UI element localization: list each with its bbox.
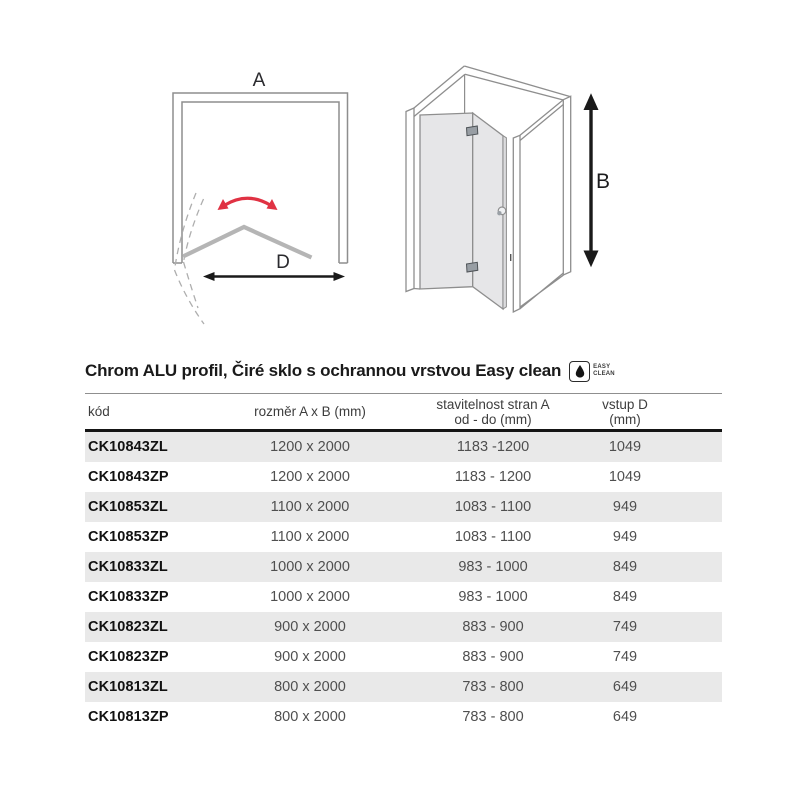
dimension-label-a: A — [252, 70, 266, 91]
technical-diagrams — [0, 0, 800, 356]
cell-adjust: 1183 - 1200 — [454, 469, 532, 485]
cell-entry: 1049 — [608, 469, 642, 485]
header-entry-line2: (mm) — [609, 411, 641, 427]
cell-entry: 749 — [612, 649, 638, 665]
swing-arrow-icon — [218, 198, 278, 210]
cell-code: CK10813ZP — [88, 709, 169, 725]
section-title-row — [85, 358, 745, 384]
cell-code: CK10843ZL — [88, 439, 168, 455]
cell-code: CK10823ZL — [88, 619, 168, 635]
cell-adjust: 783 - 800 — [462, 679, 524, 695]
cell-entry: 749 — [612, 619, 638, 635]
table-row — [85, 582, 722, 612]
hinge-top-icon — [467, 126, 478, 136]
header-adjustability-line1: stavitelnost stran A — [436, 396, 550, 412]
cell-size: 1100 x 2000 — [270, 529, 350, 545]
cell-size: 1000 x 2000 — [270, 589, 350, 605]
table-row — [85, 492, 722, 522]
left-wall-top-edges — [414, 66, 465, 117]
table-row — [85, 672, 722, 702]
frame-outer-line — [173, 93, 348, 263]
header-size: rozměr A x B (mm) — [254, 404, 366, 419]
cell-entry: 949 — [612, 499, 638, 515]
table-row — [85, 612, 722, 642]
table-row — [85, 432, 722, 462]
table-row — [85, 462, 722, 492]
left-bottom-edge — [414, 289, 420, 290]
cell-size: 900 x 2000 — [274, 619, 346, 635]
fixed-glass-panel — [420, 113, 473, 289]
cell-size: 800 x 2000 — [274, 709, 346, 725]
header-entry — [591, 397, 659, 427]
door-knob-shadow — [497, 211, 501, 215]
cell-code: CK10823ZP — [88, 649, 169, 665]
perspective-diagram — [406, 66, 610, 312]
cell-adjust: 1083 - 1100 — [454, 499, 532, 515]
cell-code: CK10843ZP — [88, 469, 169, 485]
cell-adjust: 883 - 900 — [462, 619, 524, 635]
cell-code: CK10813ZL — [88, 679, 168, 695]
cell-size: 1200 x 2000 — [270, 469, 350, 485]
shower-door-diagrams-svg — [0, 0, 800, 356]
badge-text-line1: EASY — [593, 364, 611, 370]
header-adjustability-line2: od - do (mm) — [454, 411, 532, 427]
cell-adjust: 1183 -1200 — [456, 439, 530, 455]
spec-table — [85, 393, 722, 732]
easy-clean-badge-text — [593, 364, 615, 378]
hinge-bottom-icon — [467, 262, 478, 272]
header-entry-line1: vstup D — [602, 396, 648, 412]
back-wall-top-edges — [464, 66, 570, 100]
cell-entry: 849 — [612, 589, 638, 605]
cell-code: CK10853ZP — [88, 529, 169, 545]
dimension-label-d: D — [276, 252, 290, 273]
cell-size: 1100 x 2000 — [270, 499, 350, 515]
cell-size: 1000 x 2000 — [270, 559, 350, 575]
cell-adjust: 783 - 800 — [462, 709, 524, 725]
right-wall-top-rails — [520, 100, 563, 141]
cell-code: CK10833ZP — [88, 589, 169, 605]
cell-adjust: 883 - 900 — [462, 649, 524, 665]
header-code: kód — [88, 404, 110, 419]
back-right-post — [563, 96, 570, 275]
cell-adjust: 983 - 1000 — [458, 559, 528, 575]
page-title: Chrom ALU profil, Čiré sklo s ochrannou vrstvou Easy clean — [85, 361, 562, 380]
header-adjustability — [395, 397, 591, 427]
table-row — [85, 702, 722, 732]
cell-code: CK10853ZL — [88, 499, 168, 515]
door-edge — [503, 136, 506, 309]
badge-text-line2: CLEAN — [593, 371, 615, 377]
cell-adjust: 983 - 1000 — [458, 589, 528, 605]
frame-inner-line — [182, 102, 339, 263]
table-row — [85, 642, 722, 672]
dimension-label-b: B — [596, 170, 611, 193]
front-right-post — [513, 135, 520, 312]
folded-door-line — [183, 227, 312, 258]
cell-adjust: 1083 - 1100 — [454, 529, 532, 545]
cell-entry: 949 — [612, 529, 638, 545]
easy-clean-badge — [569, 361, 590, 382]
table-header-row — [85, 394, 722, 432]
droplet-icon — [575, 365, 585, 378]
top-view-diagram — [173, 70, 348, 324]
dimension-arrow-d — [203, 272, 345, 281]
table-row — [85, 552, 722, 582]
cell-size: 1200 x 2000 — [270, 439, 350, 455]
cell-code: CK10833ZL — [88, 559, 168, 575]
left-wall-post — [406, 108, 414, 292]
cell-size: 800 x 2000 — [274, 679, 346, 695]
door-swing-dashed-lines — [175, 193, 205, 324]
cell-entry: 1049 — [608, 439, 642, 455]
cell-entry: 649 — [612, 679, 638, 695]
cell-entry: 649 — [612, 709, 638, 725]
right-wall-bottom-rails — [513, 273, 564, 313]
table-row — [85, 522, 722, 552]
cell-entry: 849 — [612, 559, 638, 575]
cell-size: 900 x 2000 — [274, 649, 346, 665]
